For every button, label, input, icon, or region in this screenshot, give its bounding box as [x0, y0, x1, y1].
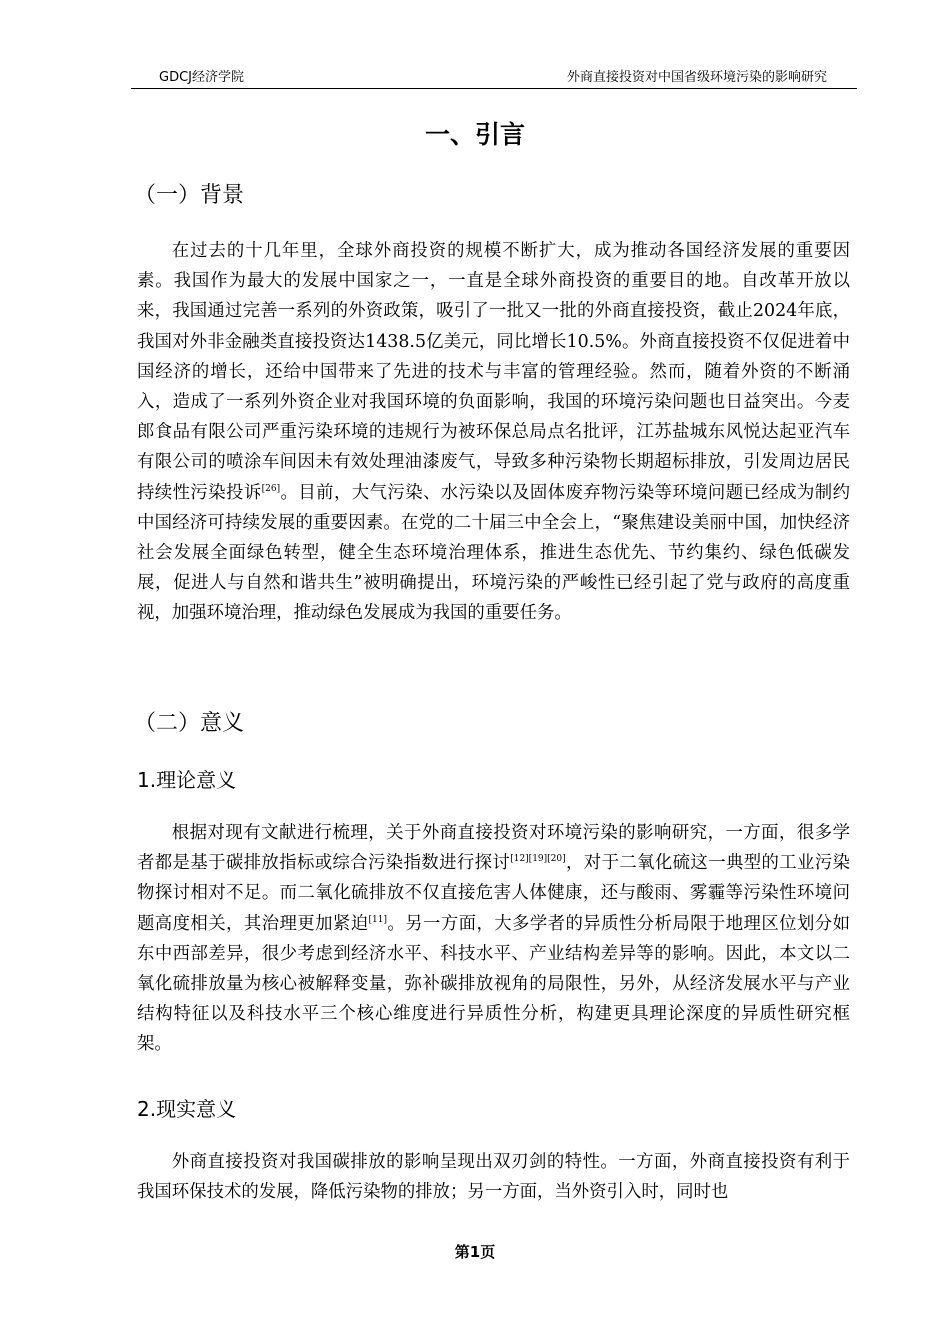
background-text-part-1: 在过去的十几年里，全球外商投资的规模不断扩大，成为推动各国经济发展的重要因素。我国作为最大的发展中国家之一，一直是全球外商投资的重要目的地。自改革开放以来，我国通过完善一系列的外资政策，吸引了一批又一批的外商直接投资，截止2024年底，我国对外非金融类直接投资达1438.5亿美元，同比增长10.5%。外商直接投资不仅促进着中国经济的增长，还给中国带来了先进的技术与丰富的管理经验。然而，随着外资的不断涌入，造成了一系列外资企业对我国环境的负面影响，我国的环境污染问题也日益突出。今麦郎食品有限公司严重污染环境的违规行为被环保总局点名批评，江苏盐城东风悦达起亚汽车有限公司的喷涂车间因未有效处理油漆废气，导致多种污染物长期超标排放，引发周边居民持续性污染投诉 [137, 241, 850, 503]
background-paragraph [137, 236, 850, 629]
header-institution: GDCJ经济学院 [159, 70, 244, 85]
section-title-significance: （二）意义 [134, 711, 245, 736]
page-header [131, 68, 857, 89]
theory-text-part-2: ，对于二氧化硫这一典型的工业污染物探讨相对不足。而二氧化硫排放不仅直接危害人体健康，还与酸雨、雾霾等污染性环境问题高度相关，其治理更加紧迫 [137, 853, 850, 934]
subsection-title-practice: 2.现实意义 [137, 1097, 237, 1121]
theory-text-part-1: 根据对现有文献进行梳理，关于外商直接投资对环境污染的影响研究，一方面，很多学者都是基于碳排放指标或综合污染指数进行探讨 [137, 823, 850, 874]
theory-paragraph [137, 818, 850, 1060]
citation-ref: [26] [261, 483, 281, 494]
header-paper-title: 外商直接投资对中国省级环境污染的影响研究 [566, 70, 827, 85]
page-number: 第1页 [454, 1243, 496, 1261]
section-title-background: （一）背景 [134, 183, 245, 208]
citation-ref: [11] [368, 914, 387, 925]
practice-paragraph: 外商直接投资对我国碳排放的影响呈现出双刃剑的特性。一方面，外商直接投资有利于我国环保技术的发展，降低污染物的排放；另一方面，当外资引入时，同时也 [137, 1152, 850, 1203]
theory-text-part-3: 。另一方面，大多学者的异质性分析局限于地理区位划分如东中西部差异，很少考虑到经济水平、科技水平、产业结构差异等的影响。因此，本文以二氧化硫排放量为核心被解释变量，弥补碳排放视角的局限性，另外，从经济发展水平与产业结构特征以及科技水平三个核心维度进行异质性分析，构建更具理论深度的异质性研究框架。 [137, 913, 850, 1055]
subsection-title-theory: 1.理论意义 [137, 768, 237, 792]
citation-ref: [12][19][20] [510, 854, 566, 865]
background-text-part-2: 。目前，大气污染、水污染以及固体废弃物污染等环境问题已经成为制约中国经济可持续发展的重要因素。在党的二十届三中全会上，“聚焦建设美丽中国，加快经济社会发展全面绿色转型，健全生态环境治理体系，推进生态优先、节约集约、绿色低碳发展，促进人与自然和谐共生”被明确提出，环境污染的严峻性已经引起了党与政府的高度重视，加强环境治理，推动绿色发展成为我国的重要任务。 [137, 482, 850, 624]
chapter-title: 一、引言 [424, 120, 525, 149]
